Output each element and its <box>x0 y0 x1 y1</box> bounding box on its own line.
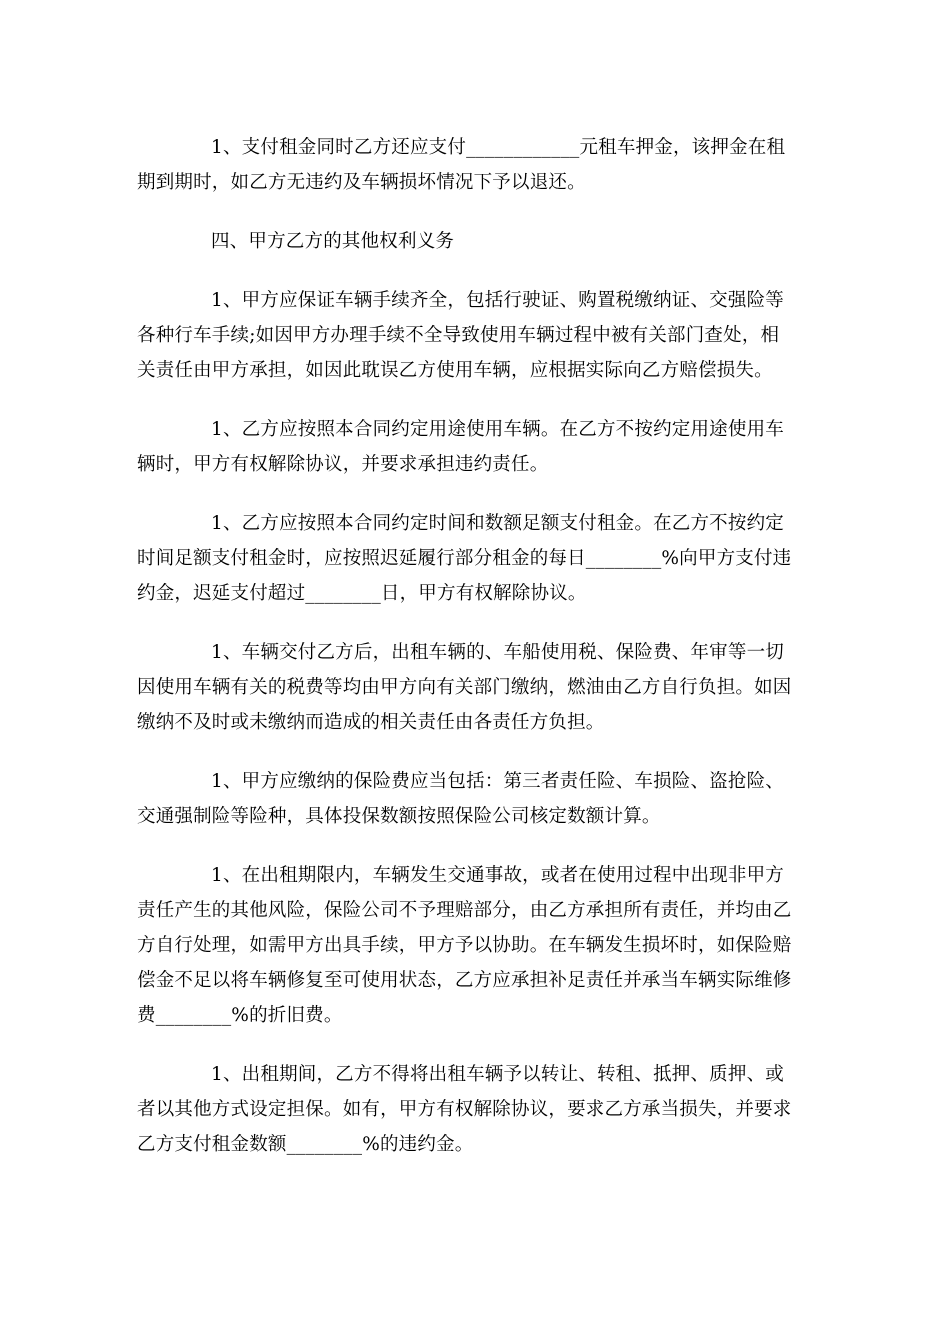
text-line: 因使用车辆有关的税费等均由甲方向有关部门缴纳，燃油由乙方自行负担。如因 <box>137 677 792 698</box>
text-line: 乙方支付租金数额________%的违约金。 <box>137 1134 474 1155</box>
text-line: 各种行车手续;如因甲方办理手续不全导致使用车辆过程中被有关部门查处，相 <box>137 325 780 346</box>
text-line: 责任产生的其他风险，保险公司不予理赔部分，由乙方承担所有责任，并均由乙 <box>137 900 792 921</box>
text-line: 交通强制险等险种，具体投保数额按照保险公司核定数额计算。 <box>137 806 661 827</box>
text-line: 期到期时，如乙方无违约及车辆损坏情况下予以退还。 <box>137 172 586 193</box>
paragraph-accidents <box>137 858 809 1033</box>
paragraph-insurance <box>137 764 809 834</box>
text-line: 缴纳不及时或未缴纳而造成的相关责任由各责任方负担。 <box>137 712 605 733</box>
paragraph-transfer-restriction <box>137 1057 809 1162</box>
document-body <box>137 130 809 1186</box>
text-line: 偿金不足以将车辆修复至可使用状态，乙方应承担补足责任并承当车辆实际维修 <box>137 970 792 991</box>
paragraph-deposit <box>137 130 809 200</box>
text-line: 方自行处理，如需甲方出具手续，甲方予以协助。在车辆发生损坏时，如保险赔 <box>137 935 792 956</box>
text-line: 1、在出租期限内，车辆发生交通事故，或者在使用过程中出现非甲方 <box>211 865 784 886</box>
text-line: 者以其他方式设定担保。如有，甲方有权解除协议，要求乙方承当损失，并要求 <box>137 1099 792 1120</box>
text-line: 时间足额支付租金时，应按照迟延履行部分租金的每日________%向甲方支付违 <box>137 548 792 569</box>
text-line: 1、乙方应按照本合同约定时间和数额足额支付租金。在乙方不按约定 <box>211 513 784 534</box>
text-line: 费________%的折旧费。 <box>137 1005 343 1026</box>
text-line: 1、支付租金同时乙方还应支付____________元租车押金，该押金在租 <box>211 137 786 158</box>
text-line: 1、车辆交付乙方后，出租车辆的、车船使用税、保险费、年审等一切 <box>211 642 784 663</box>
text-line: 约金，迟延支付超过________日，甲方有权解除协议。 <box>137 583 587 604</box>
paragraph-vehicle-use <box>137 412 809 482</box>
text-line: 1、出租期间，乙方不得将出租车辆予以转让、转租、抵押、质押、或 <box>211 1064 784 1085</box>
text-line: 1、乙方应按照本合同约定用途使用车辆。在乙方不按约定用途使用车 <box>211 419 784 440</box>
text-line: 1、甲方应缴纳的保险费应当包括：第三者责任险、车损险、盗抢险、 <box>211 771 784 792</box>
paragraph-vehicle-documents <box>137 283 809 388</box>
text-line: 辆时，甲方有权解除协议，并要求承担违约责任。 <box>137 454 549 475</box>
text-line: 1、甲方应保证车辆手续齐全，包括行驶证、购置税缴纳证、交强险等 <box>211 290 784 311</box>
text-line: 关责任由甲方承担，如因此耽误乙方使用车辆，应根据实际向乙方赔偿损失。 <box>137 360 773 381</box>
paragraph-rent-payment <box>137 506 809 611</box>
paragraph-taxes-fees <box>137 635 809 740</box>
heading-text: 四、甲方乙方的其他权利义务 <box>211 231 455 252</box>
section-heading <box>137 224 809 259</box>
